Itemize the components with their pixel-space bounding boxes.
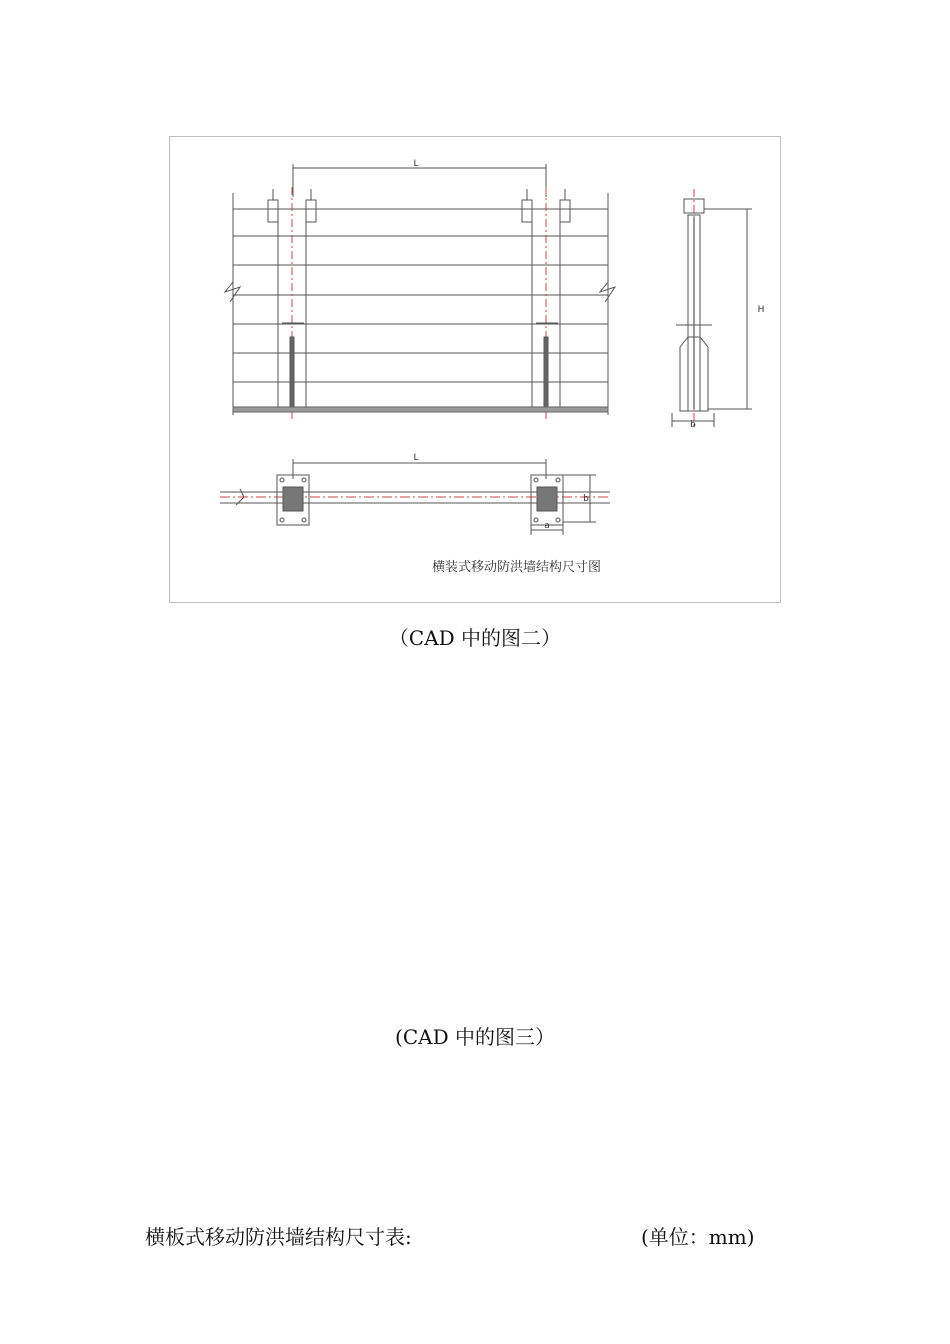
table-title: 横板式移动防洪墙结构尺寸表: [145, 1225, 412, 1249]
dim-label-a-plan: a [544, 521, 550, 531]
dim-label-H: H [757, 305, 765, 315]
drawing-title: 横装式移动防洪墙结构尺寸图 [432, 560, 602, 575]
dim-label-b-plan: b [583, 494, 589, 504]
figure2-caption: （CAD 中的图二） [388, 626, 562, 650]
dim-label-b-side: b [690, 420, 696, 430]
unit-label: (单位：mm) [641, 1225, 755, 1249]
dim-label-L-top: L [413, 159, 419, 169]
ground-line [233, 407, 608, 412]
cad-drawing [170, 137, 782, 604]
cad-figure-frame [169, 136, 781, 603]
figure3-caption: (CAD 中的图三） [395, 1025, 555, 1049]
dim-label-L-plan: L [413, 453, 419, 463]
